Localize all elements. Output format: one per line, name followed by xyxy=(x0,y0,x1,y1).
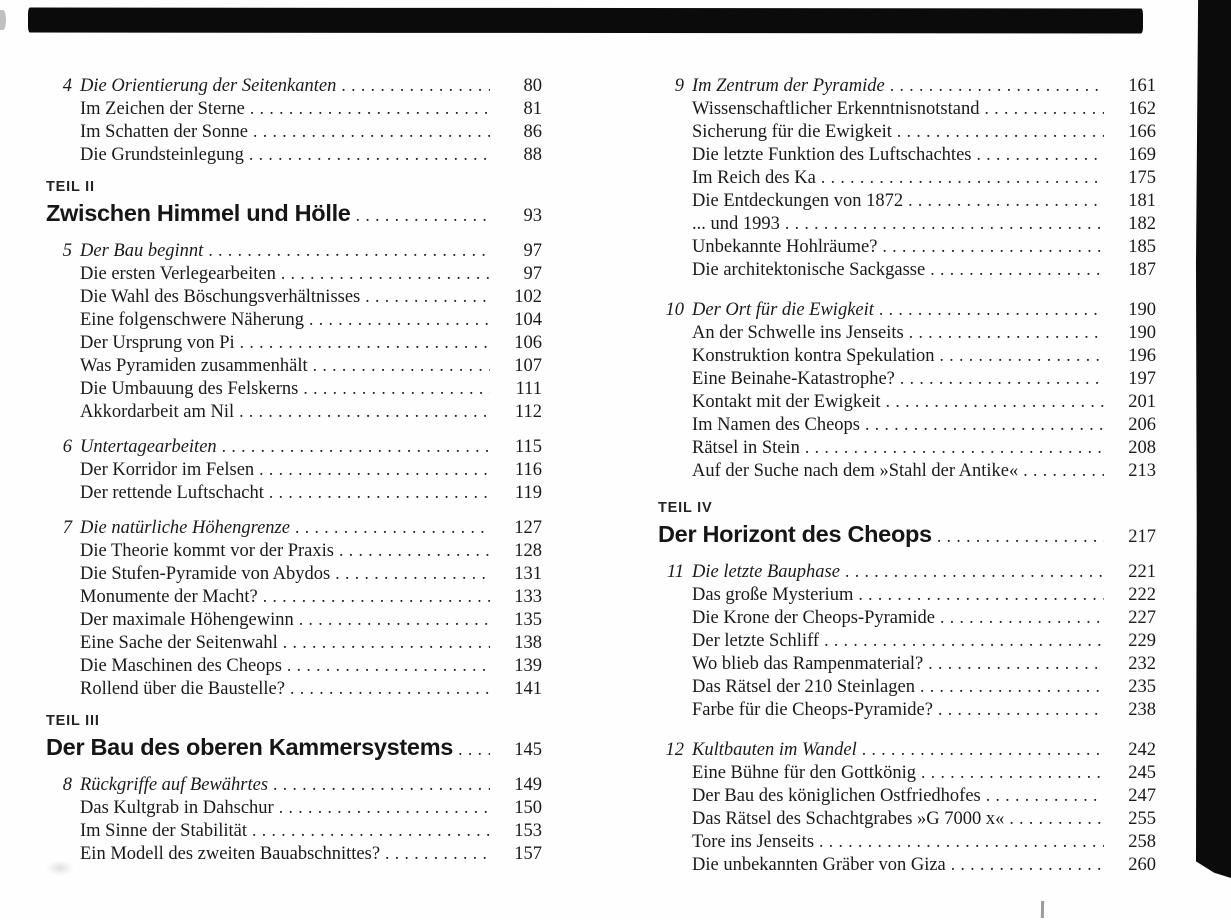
toc-entry-row xyxy=(658,367,1156,390)
entry-title: An der Schwelle ins Jenseits xyxy=(692,323,904,343)
dot-leader xyxy=(253,120,490,143)
page-number: 255 xyxy=(1128,809,1156,829)
dot-leader xyxy=(250,97,490,120)
entry-title: Was Pyramiden zusammenhält xyxy=(80,356,308,376)
page-number: 245 xyxy=(1128,763,1156,783)
page-number: 153 xyxy=(514,821,542,841)
dot-leader xyxy=(365,285,490,308)
dot-leader xyxy=(309,308,490,331)
page-number: 221 xyxy=(1128,562,1156,582)
chapter-title: Die letzte Bauphase xyxy=(692,562,840,582)
part-title-row xyxy=(658,523,1156,548)
entry-title: ... und 1993 xyxy=(692,214,780,234)
entry-title: Die Grundsteinlegung xyxy=(80,145,244,165)
entry-title: Der maximale Höhengewinn xyxy=(80,610,294,630)
toc-entry-row xyxy=(658,761,1156,784)
page-number: 127 xyxy=(514,518,542,538)
dot-leader xyxy=(303,377,490,400)
entry-title: Der Korridor im Felsen xyxy=(80,460,255,480)
entry-title: Die unbekannten Gräber von Giza xyxy=(692,855,946,875)
chapter-group xyxy=(658,738,1156,876)
page-number: 149 xyxy=(514,775,542,795)
entry-title: Eine Sache der Seitenwahl xyxy=(80,633,278,653)
entry-title: Unbekannte Hohlräume? xyxy=(692,237,878,257)
page-number: 133 xyxy=(514,587,542,607)
chapter-title: Die Orientierung der Seitenkanten xyxy=(80,76,337,96)
page-number: 80 xyxy=(523,76,542,96)
entry-title: Eine Beinahe-Katastrophe? xyxy=(692,369,895,389)
dot-leader xyxy=(341,74,490,97)
chapter-number: 12 xyxy=(665,740,684,760)
dot-leader xyxy=(986,784,1104,807)
dot-leader xyxy=(940,344,1104,367)
dot-leader xyxy=(240,331,490,354)
dot-leader xyxy=(269,481,490,504)
page-number: 86 xyxy=(523,122,542,142)
entry-title: Die Maschinen des Cheops xyxy=(80,656,282,676)
dot-leader xyxy=(900,367,1104,390)
toc-entry-row xyxy=(658,212,1156,235)
page-number: 145 xyxy=(514,740,542,760)
dot-leader xyxy=(858,583,1104,606)
dot-leader xyxy=(928,652,1104,675)
page-number: 97 xyxy=(523,241,542,261)
page-number: 181 xyxy=(1128,191,1156,211)
toc-entry-row xyxy=(658,436,1156,459)
entry-title: Eine folgenschwere Näherung xyxy=(80,310,304,330)
page-number: 107 xyxy=(514,356,542,376)
entry-title: Wissenschaftlicher Erkenntnisnotstand xyxy=(692,99,980,119)
dot-leader xyxy=(208,239,490,262)
page-number: 88 xyxy=(523,145,542,165)
toc-entry-row xyxy=(46,262,542,285)
toc-entry-row xyxy=(658,606,1156,629)
dot-leader xyxy=(951,853,1104,876)
dot-leader xyxy=(976,143,1104,166)
dot-leader xyxy=(984,97,1104,120)
chapter-group xyxy=(46,435,542,504)
entry-title: Das Rätsel des Schachtgrabes »G 7000 x« xyxy=(692,809,1005,829)
toc-entry-row xyxy=(46,677,542,700)
dot-leader xyxy=(1009,807,1104,830)
chapter-title: Rückgriffe auf Bewährtes xyxy=(80,775,269,795)
entry-title: Im Zeichen der Sterne xyxy=(80,99,245,119)
page-number: 222 xyxy=(1128,585,1156,605)
page-number: 169 xyxy=(1128,145,1156,165)
toc-entry-row xyxy=(46,585,542,608)
entry-title: Eine Bühne für den Gottkönig xyxy=(692,763,917,783)
entry-title: Die architektonische Sackgasse xyxy=(692,260,926,280)
toc-entry-row xyxy=(46,354,542,377)
toc-entry-row xyxy=(46,400,542,423)
dot-leader xyxy=(290,677,490,700)
dot-leader xyxy=(819,830,1104,853)
dot-leader xyxy=(937,525,1104,548)
page-number: 97 xyxy=(523,264,542,284)
page-number: 190 xyxy=(1128,323,1156,343)
entry-title: Die letzte Funktion des Luftschachtes xyxy=(692,145,972,165)
toc-entry-row xyxy=(46,377,542,400)
toc-chapter-row xyxy=(46,435,542,458)
page-number: 81 xyxy=(523,99,542,119)
toc-entry-row xyxy=(46,481,542,504)
page-number: 166 xyxy=(1128,122,1156,142)
page-number: 247 xyxy=(1128,786,1156,806)
toc-entry-row xyxy=(658,784,1156,807)
entry-title: Die Entdeckungen von 1872 xyxy=(692,191,904,211)
entry-title: Konstruktion kontra Spekulation xyxy=(692,346,935,366)
scan-artifact-right-bar xyxy=(1196,0,1231,878)
part-section xyxy=(658,499,1156,548)
toc-chapter-row xyxy=(658,298,1156,321)
toc-chapter-row xyxy=(658,560,1156,583)
entry-title: Der Ursprung von Pi xyxy=(80,333,235,353)
toc-entry-row xyxy=(46,631,542,654)
chapter-number: 10 xyxy=(665,300,684,320)
page-number: 258 xyxy=(1128,832,1156,852)
toc-chapter-row xyxy=(46,773,542,796)
dot-leader xyxy=(821,166,1104,189)
entry-title: Die Krone der Cheops-Pyramide xyxy=(692,608,936,628)
page-number: 161 xyxy=(1128,76,1156,96)
entry-title: Die Stufen-Pyramide von Abydos xyxy=(80,564,331,584)
dot-leader xyxy=(879,298,1104,321)
dot-leader xyxy=(785,212,1104,235)
toc-chapter-row xyxy=(658,74,1156,97)
page-number: 119 xyxy=(514,483,542,503)
page-number: 242 xyxy=(1128,740,1156,760)
page-number: 150 xyxy=(514,798,542,818)
chapter-group xyxy=(46,773,542,865)
dot-leader xyxy=(239,400,490,423)
dot-leader xyxy=(920,675,1104,698)
toc-entry-row xyxy=(46,285,542,308)
chapter-group xyxy=(46,74,542,166)
dot-leader xyxy=(299,608,490,631)
toc-entry-row xyxy=(658,675,1156,698)
chapter-number: 7 xyxy=(62,518,72,538)
part-title-row xyxy=(46,202,542,227)
dot-leader xyxy=(938,698,1104,721)
page-number: 111 xyxy=(515,379,542,399)
page-number: 187 xyxy=(1128,260,1156,280)
entry-title: Das Kultgrab in Dahschur xyxy=(80,798,274,818)
page-number: 157 xyxy=(514,844,542,864)
dot-leader xyxy=(897,120,1104,143)
entry-title: Der Bau des königlichen Ostfriedhofes xyxy=(692,786,981,806)
dot-leader xyxy=(339,539,490,562)
page-number: 141 xyxy=(514,679,542,699)
page-number: 208 xyxy=(1128,438,1156,458)
dot-leader xyxy=(882,235,1104,258)
toc-entry-row xyxy=(658,97,1156,120)
toc-chapter-row xyxy=(46,516,542,539)
page-number: 128 xyxy=(514,541,542,561)
entry-title: Wo blieb das Rampenmaterial? xyxy=(692,654,924,674)
page-number: 138 xyxy=(514,633,542,653)
toc-column-left xyxy=(46,74,542,877)
dot-leader xyxy=(908,189,1104,212)
entry-title: Die Wahl des Böschungsverhältnisses xyxy=(80,287,361,307)
page-number: 260 xyxy=(1128,855,1156,875)
page-number: 190 xyxy=(1128,300,1156,320)
toc-entry-row xyxy=(658,344,1156,367)
toc-entry-row xyxy=(658,807,1156,830)
page-number: 139 xyxy=(514,656,542,676)
part-title: Zwischen Himmel und Hölle xyxy=(46,200,351,226)
chapter-group xyxy=(658,560,1156,721)
toc-entry-row xyxy=(658,413,1156,436)
toc-chapter-row xyxy=(658,738,1156,761)
toc-chapter-row xyxy=(46,239,542,262)
toc-entry-row xyxy=(658,853,1156,876)
toc-entry-row xyxy=(46,458,542,481)
dot-leader xyxy=(458,738,490,761)
toc-entry-row xyxy=(46,819,542,842)
dot-leader xyxy=(283,631,490,654)
page-number: 206 xyxy=(1128,415,1156,435)
part-title: Der Horizont des Cheops xyxy=(658,521,932,547)
toc-entry-row xyxy=(46,842,542,865)
page-number: 162 xyxy=(1128,99,1156,119)
part-section xyxy=(46,178,542,227)
chapter-title: Kultbauten im Wandel xyxy=(692,740,857,760)
page-number: 131 xyxy=(514,564,542,584)
dot-leader xyxy=(909,321,1104,344)
page-number: 185 xyxy=(1128,237,1156,257)
toc-entry-row xyxy=(658,258,1156,281)
toc-entry-row xyxy=(46,331,542,354)
dot-leader xyxy=(281,262,490,285)
toc-entry-row xyxy=(658,235,1156,258)
entry-title: Kontakt mit der Ewigkeit xyxy=(692,392,881,412)
chapter-title: Untertagearbeiten xyxy=(80,437,217,457)
chapter-number: 8 xyxy=(62,775,72,795)
page-number: 213 xyxy=(1128,461,1156,481)
toc-entry-row xyxy=(658,189,1156,212)
dot-leader xyxy=(249,143,490,166)
page-number: 232 xyxy=(1128,654,1156,674)
entry-title: Die ersten Verlegearbeiten xyxy=(80,264,276,284)
chapter-number: 6 xyxy=(62,437,72,457)
part-title-row xyxy=(46,736,542,761)
chapter-number: 11 xyxy=(666,562,684,582)
page-number: 93 xyxy=(523,206,542,226)
dot-leader xyxy=(865,413,1104,436)
chapter-group xyxy=(46,239,542,423)
toc-column-right xyxy=(658,74,1156,893)
dot-leader xyxy=(862,738,1104,761)
dot-leader xyxy=(222,435,490,458)
toc-entry-row xyxy=(46,539,542,562)
toc-entry-row xyxy=(658,120,1156,143)
dot-leader xyxy=(279,796,490,819)
dot-leader xyxy=(921,761,1104,784)
entry-title: Die Theorie kommt vor der Praxis xyxy=(80,541,334,561)
dot-leader xyxy=(805,436,1104,459)
dot-leader xyxy=(940,606,1104,629)
scan-artifact-tick xyxy=(1041,901,1044,918)
page-number: 196 xyxy=(1128,346,1156,366)
dot-leader xyxy=(385,842,490,865)
dot-leader xyxy=(263,585,490,608)
toc-entry-row xyxy=(46,608,542,631)
entry-title: Der letzte Schliff xyxy=(692,631,820,651)
entry-title: Rollend über die Baustelle? xyxy=(80,679,285,699)
page-number: 238 xyxy=(1128,700,1156,720)
entry-title: Der rettende Luftschacht xyxy=(80,483,264,503)
entry-title: Im Reich des Ka xyxy=(692,168,816,188)
dot-leader xyxy=(890,74,1104,97)
entry-title: Tore ins Jenseits xyxy=(692,832,815,852)
page-number: 175 xyxy=(1128,168,1156,188)
toc-entry-row xyxy=(658,390,1156,413)
page-number: 182 xyxy=(1128,214,1156,234)
page-number: 229 xyxy=(1128,631,1156,651)
page-number: 201 xyxy=(1128,392,1156,412)
part-title: Der Bau des oberen Kammersystems xyxy=(46,734,454,760)
page-number: 135 xyxy=(514,610,542,630)
toc-entry-row xyxy=(658,143,1156,166)
dot-leader xyxy=(824,629,1104,652)
dot-leader xyxy=(335,562,490,585)
toc-entry-row xyxy=(658,321,1156,344)
entry-title: Rätsel in Stein xyxy=(692,438,800,458)
dot-leader xyxy=(252,819,490,842)
dot-leader xyxy=(287,654,490,677)
dot-leader xyxy=(356,204,490,227)
entry-title: Die Umbauung des Felskerns xyxy=(80,379,299,399)
chapter-number: 5 xyxy=(62,241,72,261)
toc-entry-row xyxy=(46,654,542,677)
part-label: TEIL IV xyxy=(658,500,713,516)
toc-entry-row xyxy=(658,652,1156,675)
entry-title: Ein Modell des zweiten Bauabschnittes? xyxy=(80,844,381,864)
entry-title: Im Schatten der Sonne xyxy=(80,122,248,142)
chapter-group xyxy=(658,74,1156,281)
entry-title: Monumente der Macht? xyxy=(80,587,258,607)
chapter-group xyxy=(46,516,542,700)
toc-entry-row xyxy=(658,830,1156,853)
toc-entry-row xyxy=(46,308,542,331)
entry-title: Im Sinne der Stabilität xyxy=(80,821,247,841)
page-number: 102 xyxy=(514,287,542,307)
page-number: 106 xyxy=(514,333,542,353)
page-number: 217 xyxy=(1128,527,1156,547)
toc-entry-row xyxy=(46,97,542,120)
part-label: TEIL II xyxy=(46,179,95,195)
dot-leader xyxy=(886,390,1104,413)
toc-entry-row xyxy=(46,120,542,143)
scan-artifact-left-blob xyxy=(0,10,6,30)
toc-entry-row xyxy=(658,698,1156,721)
chapter-title: Im Zentrum der Pyramide xyxy=(692,76,885,96)
toc-chapter-row xyxy=(46,74,542,97)
dot-leader xyxy=(1023,459,1104,482)
chapter-number: 9 xyxy=(674,76,684,96)
dot-leader xyxy=(273,773,490,796)
toc-entry-row xyxy=(658,583,1156,606)
page-number: 227 xyxy=(1128,608,1156,628)
part-label: TEIL III xyxy=(46,713,100,729)
dot-leader xyxy=(930,258,1104,281)
toc-entry-row xyxy=(658,166,1156,189)
dot-leader xyxy=(313,354,490,377)
toc-entry-row xyxy=(658,459,1156,482)
chapter-title: Der Bau beginnt xyxy=(80,241,204,261)
page-number: 116 xyxy=(514,460,542,480)
page-number: 115 xyxy=(514,437,542,457)
page-number: 112 xyxy=(514,402,542,422)
page-number: 235 xyxy=(1128,677,1156,697)
dot-leader xyxy=(295,516,490,539)
entry-title: Farbe für die Cheops-Pyramide? xyxy=(692,700,933,720)
entry-title: Das Rätsel der 210 Steinlagen xyxy=(692,677,915,697)
toc-entry-row xyxy=(658,629,1156,652)
dot-leader xyxy=(845,560,1104,583)
chapter-title: Der Ort für die Ewigkeit xyxy=(692,300,874,320)
part-section xyxy=(46,712,542,761)
scan-artifact-top-bar xyxy=(28,8,1143,34)
chapter-group xyxy=(658,298,1156,482)
chapter-title: Die natürliche Höhengrenze xyxy=(80,518,290,538)
toc-entry-row xyxy=(46,562,542,585)
chapter-number: 4 xyxy=(62,76,72,96)
page-number: 197 xyxy=(1128,369,1156,389)
toc-entry-row xyxy=(46,796,542,819)
dot-leader xyxy=(259,458,490,481)
entry-title: Akkordarbeit am Nil xyxy=(80,402,235,422)
page-number: 104 xyxy=(514,310,542,330)
entry-title: Auf der Suche nach dem »Stahl der Antike« xyxy=(692,461,1019,481)
entry-title: Im Namen des Cheops xyxy=(692,415,861,435)
entry-title: Das große Mysterium xyxy=(692,585,854,605)
toc-entry-row xyxy=(46,143,542,166)
entry-title: Sicherung für die Ewigkeit xyxy=(692,122,892,142)
